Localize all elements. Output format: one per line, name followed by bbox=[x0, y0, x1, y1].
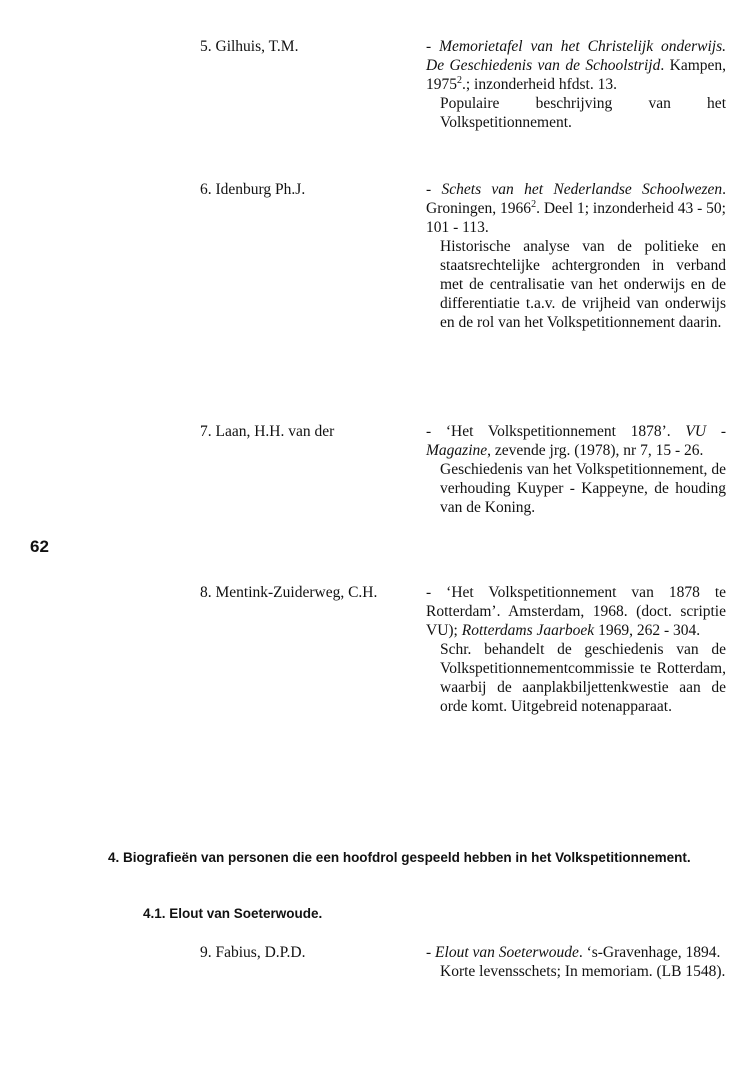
entry-article: - ‘Het Volkspetitionnement 1878’. bbox=[426, 423, 686, 440]
entry-dash: - bbox=[426, 181, 442, 198]
entry-author: 7. Laan, H.H. van der bbox=[200, 423, 335, 440]
entry-annotation: Historische analyse van de politieke en staatsrechtelijke achtergronden in verband met de centralisatie van het onderwijs en de differentiatie t.a.v. de vrijheid van onderwijs en de rol van het Volkspetitionnement daarin. bbox=[440, 238, 726, 331]
entry-author: 9. Fabius, D.P.D. bbox=[200, 944, 306, 961]
entry-reference bbox=[426, 943, 726, 981]
entry-author: 6. Idenburg Ph.J. bbox=[200, 181, 306, 198]
entry-imprint: 1969, 262 - 304. bbox=[594, 622, 701, 639]
entry-annotation: Korte levensschets; In memoriam. (LB 1548). bbox=[440, 963, 726, 980]
entry-citation bbox=[426, 422, 726, 460]
entry-imprint: . ‘s-Gravenhage, 1894. bbox=[578, 944, 721, 961]
entry-citation bbox=[426, 943, 726, 962]
entry-author: 5. Gilhuis, T.M. bbox=[200, 38, 299, 55]
entry-reference bbox=[426, 583, 726, 716]
entry-title: VU - Magazine bbox=[426, 423, 726, 459]
entry-author: 8. Mentink-Zuiderweg, C.H. bbox=[200, 584, 378, 601]
entry-reference bbox=[426, 180, 726, 332]
entry-citation bbox=[426, 37, 726, 94]
entry-title: Memorietafel van het Christelijk onderwijs. De Geschiedenis van de Schoolstrijd bbox=[426, 38, 726, 74]
entry-edition-sup: 2 bbox=[531, 198, 537, 210]
entry-annotation: Geschiedenis van het Volkspetitionnement, de verhouding Kuyper - Kappeyne, de houding van de Koning. bbox=[440, 461, 726, 516]
entry-imprint: . Groningen, 1966 bbox=[426, 181, 727, 217]
entry-reference bbox=[426, 37, 726, 132]
entry-annotation: Schr. behandelt de geschiedenis van de Volkspetitionnementcommissie te Rotterdam, waarbij de aanplakbiljettenkwestie aan de orde komt. Uitgebreid notenapparaat. bbox=[440, 641, 726, 715]
entry-citation bbox=[426, 180, 726, 237]
entry-title: Elout van Soeterwoude bbox=[435, 944, 579, 961]
entry-imprint: , zevende jrg. (1978), nr 7, 15 - 26. bbox=[487, 442, 704, 459]
entry-imprint: . Kampen, 1975 bbox=[426, 57, 727, 93]
section-heading-4-1: 4.1. Elout van Soeterwoude. bbox=[143, 906, 323, 921]
page-number: 62 bbox=[30, 537, 49, 556]
entry-title: Rotterdams Jaarboek bbox=[461, 622, 595, 639]
entry-article: - ‘Het Volkspetitionnement van 1878 te Rotterdam’. Amsterdam, 1968. (doct. scriptie VU); bbox=[426, 584, 726, 639]
section-heading-4: 4. Biografieën van personen die een hoofdrol gespeeld hebben in het Volkspetitionnement. bbox=[108, 850, 691, 865]
entry-edition-sup: 2 bbox=[457, 74, 462, 86]
entry-imprint-cont: .; inzonderheid hfdst. 13. bbox=[462, 76, 617, 93]
entry-imprint-cont: . Deel 1; inzonderheid 43 - 50; 101 - 113. bbox=[426, 200, 726, 236]
entry-dash: - bbox=[426, 944, 436, 961]
entry-citation bbox=[426, 583, 726, 640]
entry-annotation: Populaire beschrijving van het Volkspetitionnement. bbox=[440, 95, 726, 131]
entry-reference bbox=[426, 422, 726, 517]
entry-dash: - bbox=[426, 38, 440, 55]
entry-title: Schets van het Nederlandse Schoolwezen bbox=[441, 181, 723, 198]
